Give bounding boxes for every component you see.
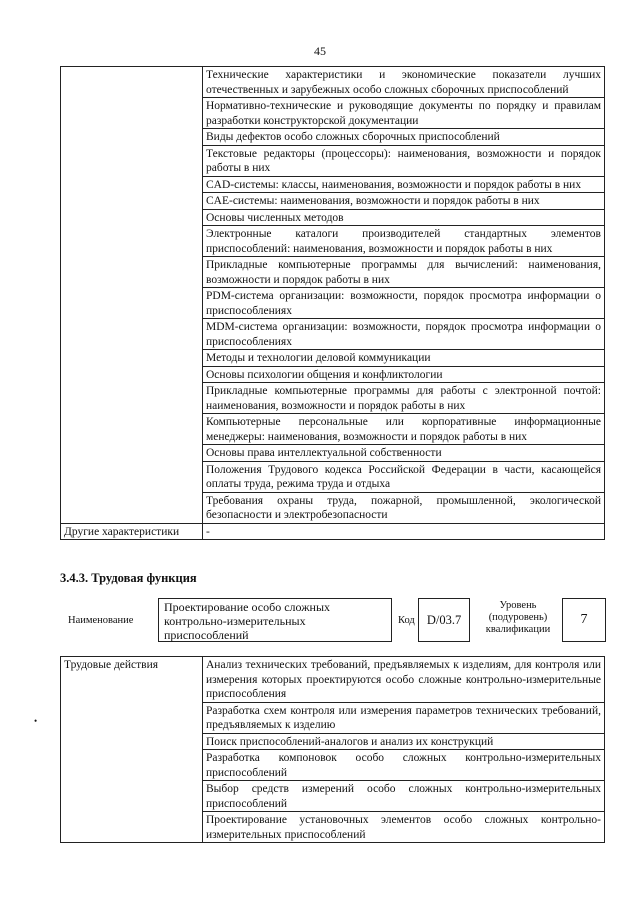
table-cell: Анализ технических требований, предъявляемых к изделиям, для контроля или измерения которых проектируются особо сложные контрольно-измерительные приспособления — [203, 657, 605, 703]
labor-actions-label: Трудовые действия — [61, 657, 203, 843]
table-cell: Компьютерные персональные или корпоративные информационные менеджеры: наименования, возможности и порядок работы в них — [203, 414, 605, 445]
code-label: Код — [398, 615, 415, 626]
other-characteristics-value: - — [203, 523, 605, 540]
page-number: 45 — [314, 44, 326, 58]
table-row — [61, 67, 605, 98]
table-cell: Поиск приспособлений-аналогов и анализ их конструкций — [203, 733, 605, 750]
table-cell: Электронные каталоги производителей стандартных элементов приспособлений: наименования, возможности и порядок работы в них — [203, 226, 605, 257]
table-label-cell-empty — [61, 67, 203, 524]
function-code-box: D/03.7 — [418, 598, 470, 642]
qualification-level-box: 7 — [562, 598, 606, 642]
stray-mark: • — [34, 716, 38, 726]
table-cell: Основы численных методов — [203, 209, 605, 226]
table-cell: CAE-системы: наименования, возможности и порядок работы в них — [203, 193, 605, 210]
table-cell: Основы психологии общения и конфликтологии — [203, 366, 605, 383]
table-cell: CAD-системы: классы, наименования, возможности и порядок работы в них — [203, 176, 605, 193]
table-cell: Выбор средств измерений особо сложных контрольно-измерительных приспособлений — [203, 781, 605, 812]
table-cell: Виды дефектов особо сложных сборочных приспособлений — [203, 129, 605, 146]
other-characteristics-label: Другие характеристики — [61, 523, 203, 540]
name-label: Наименование — [68, 615, 134, 626]
table-row — [61, 523, 605, 540]
table-cell: Требования охраны труда, пожарной, промышленной, экологической безопасности и электробезопасности — [203, 492, 605, 523]
table-row — [61, 657, 605, 703]
table-cell: Разработка схем контроля или измерения параметров технических требований, предъявляемых к изделию — [203, 702, 605, 733]
table-cell: Нормативно-технические и руководящие документы по порядку и правилам разработки конструкторской документации — [203, 98, 605, 129]
knowledge-table — [60, 66, 605, 540]
table-cell: Положения Трудового кодекса Российской Федерации в части, касающейся оплаты труда, режима труда и отдыха — [203, 461, 605, 492]
table-cell: Прикладные компьютерные программы для вычислений: наименования, возможности и порядок работы в них — [203, 257, 605, 288]
table-cell: Технические характеристики и экономические показатели лучших отечественных и зарубежных особо сложных сборочных приспособлений — [203, 67, 605, 98]
labor-actions-table — [60, 656, 605, 843]
function-name-box: Проектирование особо сложных контрольно-измерительных приспособлений — [158, 598, 392, 642]
section-title: 3.4.3. Трудовая функция — [60, 571, 197, 585]
table-cell: Текстовые редакторы (процессоры): наименования, возможности и порядок работы в них — [203, 145, 605, 176]
level-label: Уровень (подуровень) квалификации — [485, 600, 551, 635]
table-cell: Основы права интеллектуальной собственности — [203, 445, 605, 462]
table-cell: Разработка компоновок особо сложных контрольно-измерительных приспособлений — [203, 750, 605, 781]
table-cell: MDM-система организации: возможности, порядок просмотра информации о приспособлениях — [203, 319, 605, 350]
table-cell: Методы и технологии деловой коммуникации — [203, 350, 605, 367]
table-cell: Проектирование установочных элементов особо сложных контрольно-измерительных приспособлений — [203, 812, 605, 843]
table-cell: Прикладные компьютерные программы для работы с электронной почтой: наименования, возможности и порядок работы в них — [203, 383, 605, 414]
table-cell: PDM-система организации: возможности, порядок просмотра информации о приспособлениях — [203, 288, 605, 319]
